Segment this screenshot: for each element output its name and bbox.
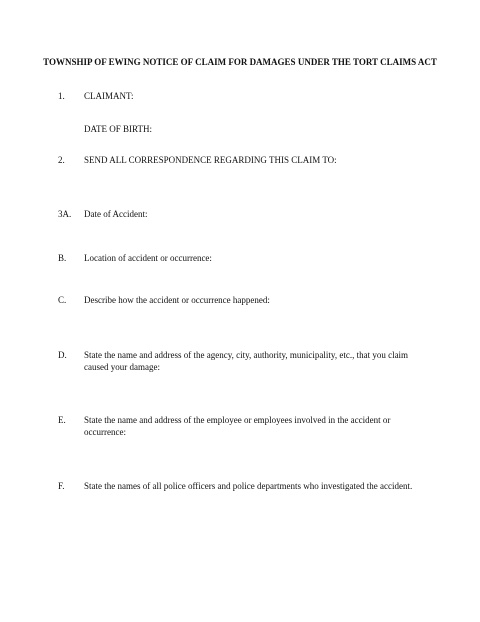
document-title: TOWNSHIP OF EWING NOTICE OF CLAIM FOR DAMAGES UNDER THE TORT CLAIMS ACT (43, 57, 437, 67)
item-number: C. (58, 295, 67, 305)
item-text: State the name and address of the employee or employees involved in the accident or occurrence: (84, 415, 391, 437)
item-text: DATE OF BIRTH: (84, 124, 152, 134)
item-text: Location of accident or occurrence: (84, 253, 212, 263)
item-text: State the name and address of the agency, city, authority, municipality, etc., that you claim caused your damage: (84, 350, 409, 372)
item-text: SEND ALL CORRESPONDENCE REGARDING THIS CLAIM TO: (84, 155, 337, 165)
item-number: 3A. (58, 209, 72, 219)
item-text: Date of Accident: (84, 209, 148, 219)
item-text: Describe how the accident or occurrence happened: (84, 295, 270, 305)
item-number: F. (58, 481, 65, 491)
item-number: B. (58, 253, 67, 263)
item-text: CLAIMANT: (84, 91, 134, 101)
item-number: 2. (58, 155, 65, 165)
item-text: State the names of all police officers and police departments who investigated the accident. (84, 481, 413, 491)
item-number: D. (58, 350, 67, 360)
item-number: 1. (58, 91, 65, 101)
item-number: E. (58, 415, 66, 425)
